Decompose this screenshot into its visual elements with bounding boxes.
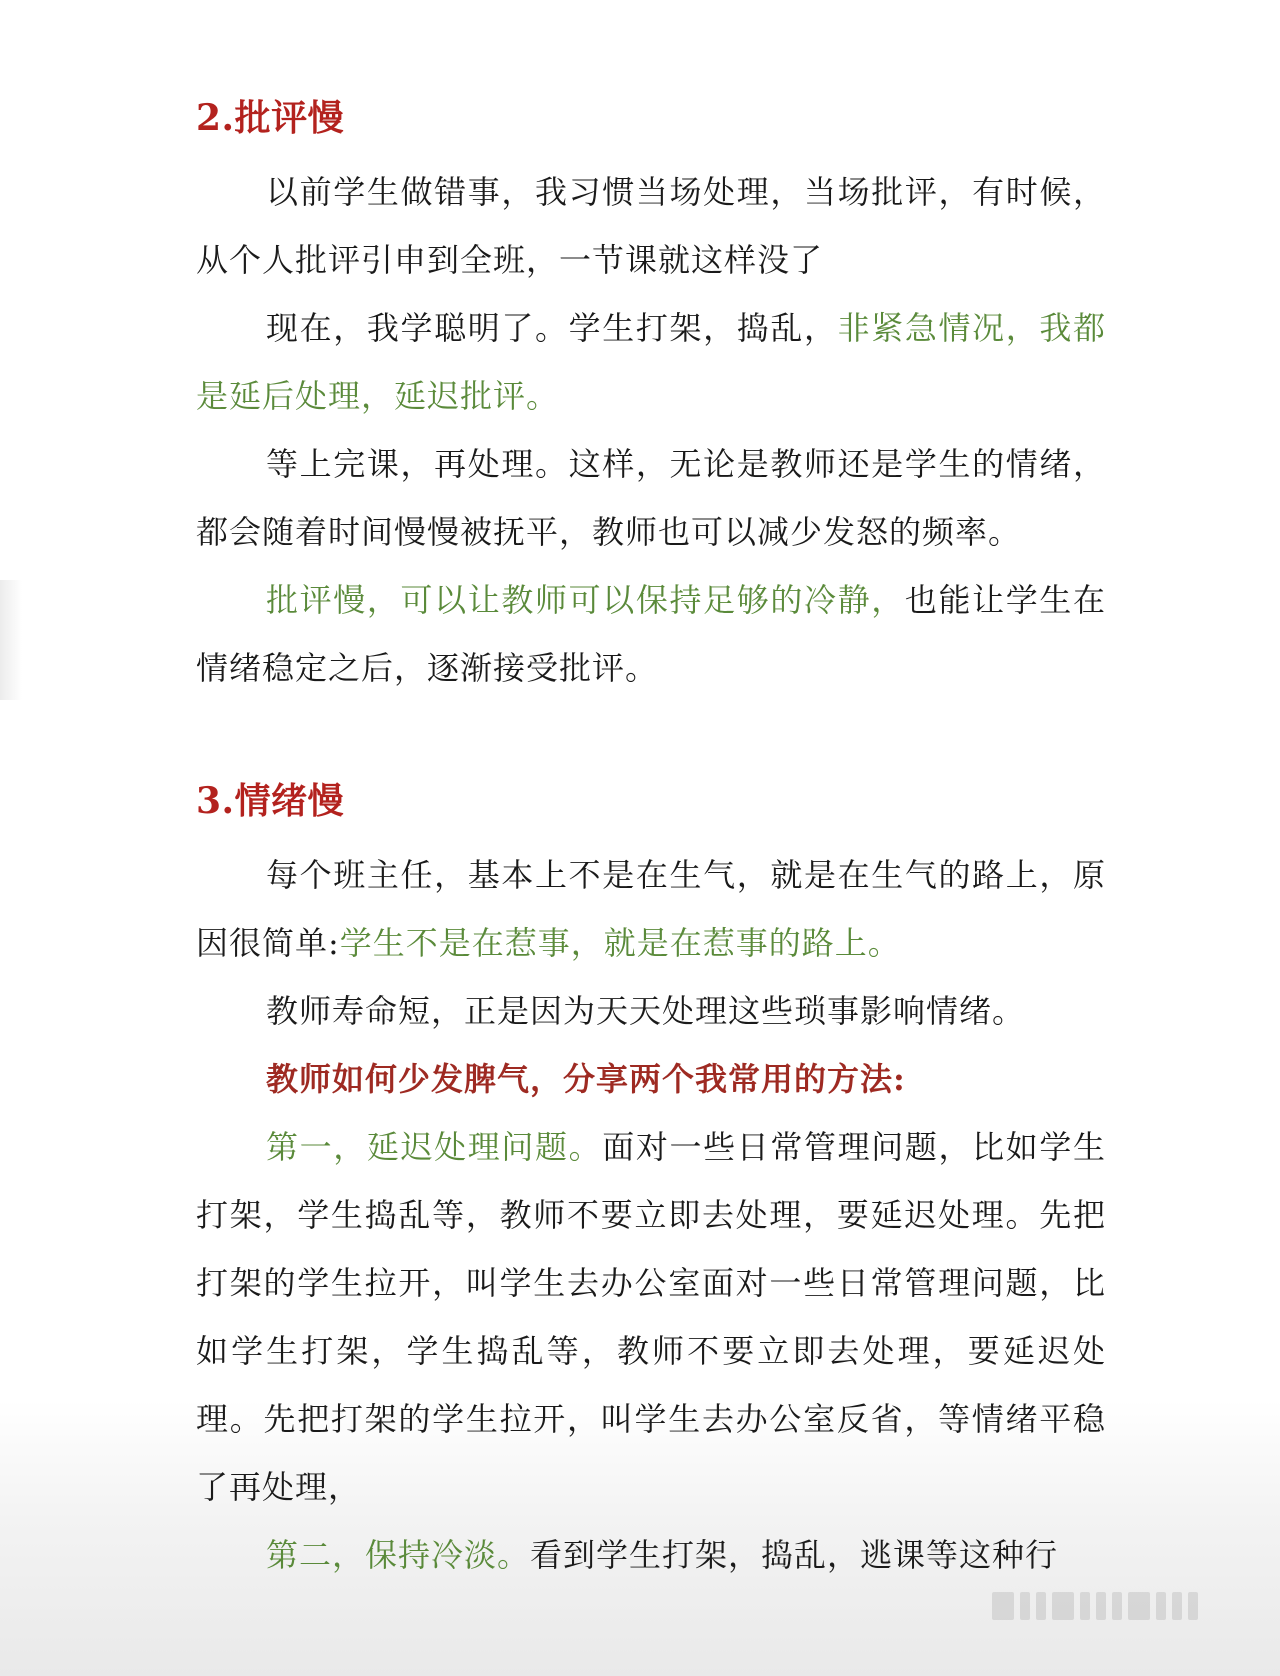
section-title: 3.情绪慢 xyxy=(196,780,345,822)
section-title: 2.批评慢 xyxy=(196,97,345,139)
section-criticism-slow xyxy=(196,92,1106,702)
page-edge-shadow xyxy=(0,580,22,700)
paragraph xyxy=(196,1521,1106,1589)
paragraph xyxy=(196,294,1106,430)
text-segment: 面对一些日常管理问题，比如学生打架，学生捣乱等，教师不要立即去处理，要延迟处理。先把打架的学生拉开，叫学生去办公室面对一些日常管理问题，比如学生打架，学生捣乱等，教师不要立即去处理，要延迟处理。先把打架的学生拉开，叫学生去办公室反省，等情绪平稳了再处理， xyxy=(196,1128,1106,1506)
highlighted-text: 非紧急情况，我都是延后处理，延迟批评。 xyxy=(196,309,1106,415)
paragraph xyxy=(196,158,1106,294)
paragraph xyxy=(196,430,1106,566)
text-segment: 教师寿命短，正是因为天天处理这些琐事影响情绪。 xyxy=(266,992,1026,1030)
text-segment: 也能让学生在情绪稳定之后，逐渐接受批评。 xyxy=(196,581,1106,687)
highlighted-text: 第一，延迟处理问题。 xyxy=(266,1128,603,1166)
text-segment: 每个班主任，基本上不是在生气，就是在生气的路上，原因很简单: xyxy=(196,856,1106,962)
highlighted-text: 批评慢，可以让教师可以保持足够的冷静， xyxy=(266,581,905,619)
text-segment: 看到学生打架，捣乱，逃课等这种行 xyxy=(530,1536,1059,1574)
paragraph xyxy=(196,1045,1106,1113)
paragraph xyxy=(196,1113,1106,1521)
paragraph xyxy=(196,841,1106,977)
section-emotion-slow xyxy=(196,775,1106,1589)
text-segment: 以前学生做错事，我习惯当场处理，当场批评，有时候，从个人批评引申到全班，一节课就这样没了 xyxy=(196,173,1106,279)
highlighted-text: 学生不是在惹事，就是在惹事的路上。 xyxy=(339,924,901,962)
paragraph xyxy=(196,977,1106,1045)
emphasis-text: 教师如何少发脾气，分享两个我常用的方法: xyxy=(266,1060,906,1098)
paragraph xyxy=(196,566,1106,702)
text-segment: 等上完课，再处理。这样，无论是教师还是学生的情绪，都会随着时间慢慢被抚平，教师也可以减少发怒的频率。 xyxy=(196,445,1106,551)
text-segment: 现在，我学聪明了。学生打架，捣乱， xyxy=(266,309,838,347)
watermark-graphic xyxy=(992,1588,1252,1624)
highlighted-text: 第二，保持冷淡。 xyxy=(266,1536,531,1574)
